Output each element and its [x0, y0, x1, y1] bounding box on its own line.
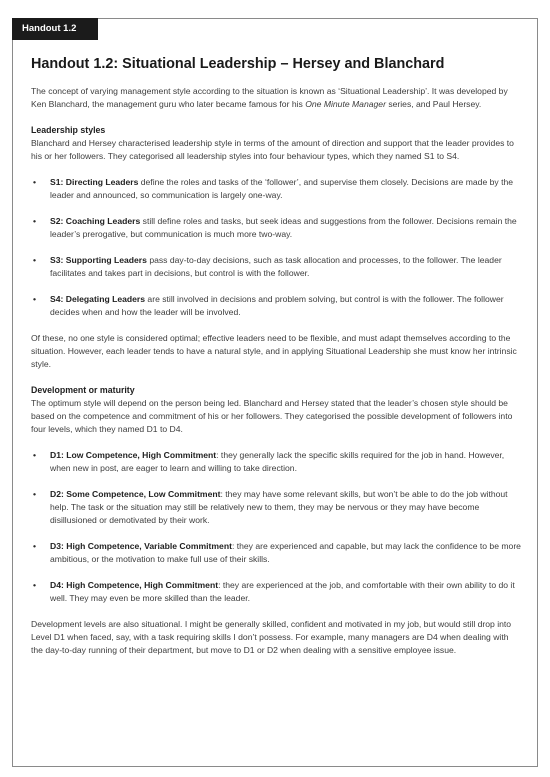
intro-text-end: series, and Paul Hersey. — [385, 99, 482, 109]
item-text: : they are experienced and capable, but may lack the confidence to be more ambitious, or the motivation to make full use of their skills. — [50, 541, 521, 564]
item-text: : they generally lack the specific skills required for the job in hand. However, when new in post, are eager to learn and willing to take direction. — [50, 450, 505, 473]
bullet-icon: • — [33, 216, 37, 226]
item-lead: S1: Directing Leaders — [50, 177, 139, 187]
section-heading-development: Development or maturity — [31, 385, 135, 395]
section-text-leadership-styles: Blanchard and Hersey characterised leadership style in terms of the amount of direction and support that the leader provides to his or her followers. They categorised all leadership styles into four behaviour types, which they named S1 to S4. — [31, 138, 514, 161]
bullet-icon: • — [33, 177, 37, 187]
bullet-icon: • — [33, 489, 37, 499]
list-item — [31, 449, 522, 475]
item-text: are still involved in decisions and problem solving, but control is with the follower. The follower decides when and how the leader will be involved. — [50, 294, 504, 317]
intro-text-start: The concept of varying management style according to the situation is known as ‘Situational Leadership’. It was developed by Ken Blanchard, the management guru who later became famous for his — [31, 86, 508, 109]
list-item — [31, 254, 522, 280]
book-title: One Minute Manager — [305, 99, 386, 109]
list-item — [31, 176, 522, 202]
item-lead: D4: High Competence, High Commitment — [50, 580, 219, 590]
list-item — [31, 293, 522, 319]
bullet-icon: • — [33, 580, 37, 590]
intro-paragraph — [31, 85, 522, 111]
section-heading-leadership-styles: Leadership styles — [31, 125, 106, 135]
bullet-icon: • — [33, 541, 37, 551]
item-lead: S2: Coaching Leaders — [50, 216, 141, 226]
item-text: define the roles and tasks of the ‘follower’, and supervise them closely. Decisions are made by the leader and announced, so communication is largely one-way. — [50, 177, 514, 200]
item-lead: S3: Supporting Leaders — [50, 255, 147, 265]
item-text: pass day-to-day decisions, such as task allocation and processes, to the follower. The leader facilitates and takes part in decisions, but control is with the follower. — [50, 255, 502, 278]
development-closing: Development levels are also situational. I might be generally skilled, confident and motivated in my job, but would still drop into Level D1 when faced, say, with a task requiring skills I don’t possess. For example, many managers are D4 when dealing with the day-to-day running of their department, but move to D1 or D2 when dealing with a sensitive employee issue. — [31, 619, 512, 655]
bullet-icon: • — [33, 450, 37, 460]
list-item — [31, 215, 522, 241]
list-item — [31, 540, 522, 566]
bullet-icon: • — [33, 255, 37, 265]
item-lead: D1: Low Competence, High Commitment — [50, 450, 217, 460]
item-text: : they may have some relevant skills, but won’t be able to do the job without help. The task or the situation may still be relatively new to them, they may be nervous or they may have become disillusioned or demotivated by their work. — [50, 489, 508, 525]
leadership-styles-list — [31, 176, 522, 319]
page-title: Handout 1.2: Situational Leadership – Hersey and Blanchard — [31, 56, 445, 72]
list-item — [31, 488, 522, 527]
bullet-icon: • — [33, 294, 37, 304]
handout-tag: Handout 1.2 — [12, 18, 98, 40]
item-lead: D3: High Competence, Variable Commitment — [50, 541, 232, 551]
item-text: : they are experienced at the job, and comfortable with their own ability to do it well. They may even be more skilled than the leader. — [50, 580, 515, 603]
section-text-development: The optimum style will depend on the person being led. Blanchard and Hersey stated that the leader’s chosen style should be based on the competence and commitment of his or her followers. They categorised the possible development of followers into four levels, which they named D1 to D4. — [31, 398, 513, 434]
item-text: still define roles and tasks, but seek ideas and suggestions from the follower. Decisions remain the leader’s prerogative, but communication is much more two-way. — [50, 216, 517, 239]
handout-content — [31, 56, 522, 657]
leadership-styles-closing: Of these, no one style is considered optimal; effective leaders need to be flexible, and must adapt themselves according to the situation. However, each leader tends to have a natural style, and in applying Situational Leadership she must know her intrinsic style. — [31, 333, 517, 369]
development-levels-list — [31, 449, 522, 605]
list-item — [31, 579, 522, 605]
item-lead: S4: Delegating Leaders — [50, 294, 146, 304]
item-lead: D2: Some Competence, Low Commitment — [50, 489, 221, 499]
